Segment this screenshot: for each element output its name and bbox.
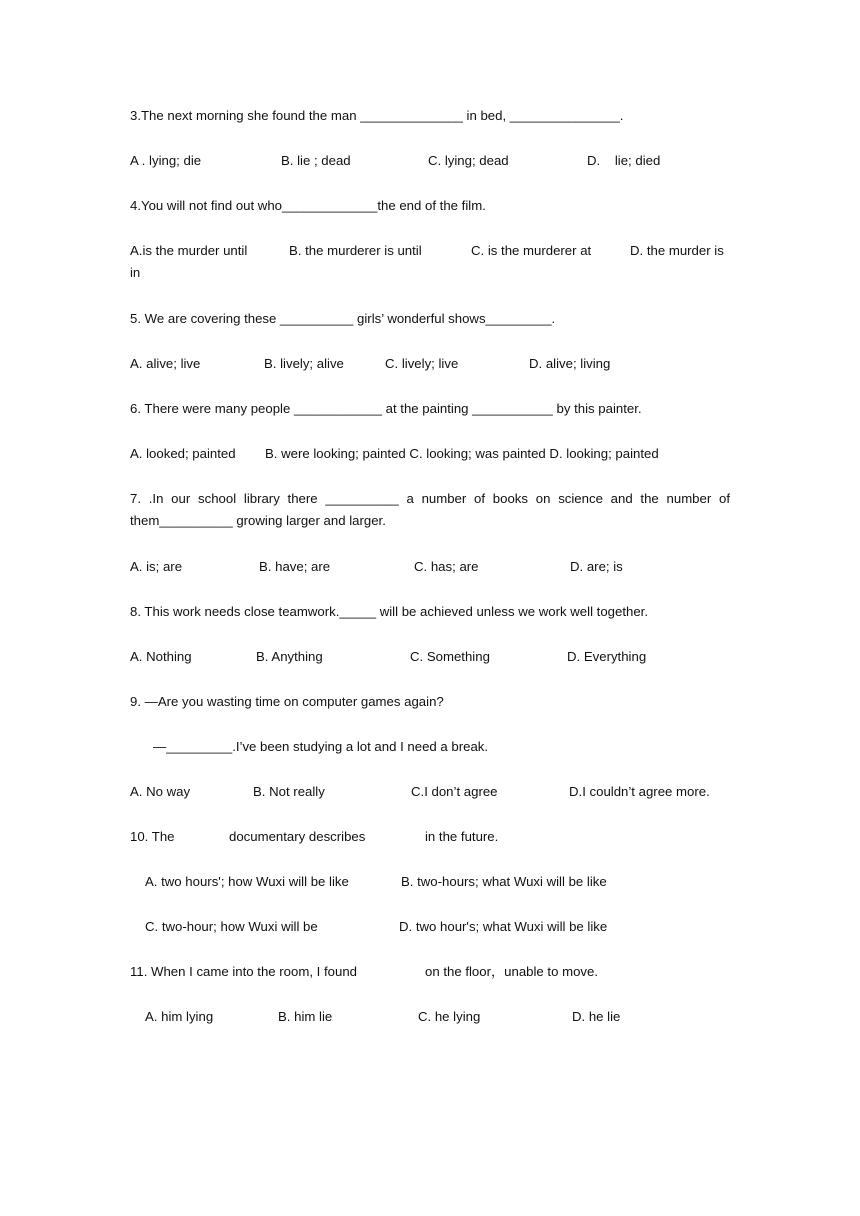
question-9-option-d: D.I couldn’t agree more. [569,784,710,799]
question-11-option-d: D. he lie [572,1009,621,1024]
question-5-option-b: B. lively; alive [264,356,344,371]
question-8-option-c: C. Something [410,649,490,664]
question-4-stem: 4.You will not find out who_____________the end of the film. [130,198,486,213]
question-7-option-b: B. have; are [259,559,331,574]
question-10-option-a: A. two hours'; how Wuxi will be like [145,874,349,889]
question-3-stem: 3.The next morning she found the man ______________ in bed, _______________. [130,108,624,123]
question-11-option-a: A. him lying [145,1009,214,1024]
question-9-reply: —_________.I’ve been studying a lot and I need a break. [153,739,489,754]
question-10-option-b: B. two-hours; what Wuxi will be like [401,874,607,889]
question-7-option-a: A. is; are [130,559,183,574]
question-5-option-d: D. alive; living [529,356,611,371]
question-4-option-a: A.is the murder until [130,243,248,258]
question-9-option-c: C.I don’t agree [411,784,498,799]
question-11-stem-part1: 11. When I came into the room, I found [130,964,357,979]
question-3-option-a: A . lying; die [130,153,202,168]
question-7-stem-line2: them__________ growing larger and larger. [130,513,386,528]
question-6-option-a: A. looked; painted [130,446,236,461]
question-5-stem: 5. We are covering these __________ girls’ wonderful shows_________. [130,311,556,326]
question-8-option-d: D. Everything [567,649,647,664]
question-4-option-d: D. the murder is [630,243,724,258]
question-9-stem: 9. —Are you wasting time on computer games again? [130,694,444,709]
question-11-option-c: C. he lying [418,1009,481,1024]
question-6-options-bcd: B. were looking; painted C. looking; was painted D. looking; painted [265,446,659,461]
question-7-stem-line1: 7. .In our school library there __________ a number of books on science and the number of [130,491,730,506]
question-10-option-c: C. two-hour; how Wuxi will be [145,919,318,934]
question-8-option-b: B. Anything [256,649,323,664]
question-11-stem-part2: on the floor，unable to move. [425,964,599,979]
question-7-option-c: C. has; are [414,559,479,574]
question-10-option-d: D. two hour's; what Wuxi will be like [399,919,608,934]
question-10-stem-part3: in the future. [425,829,499,844]
question-10-stem-part2: documentary describes [229,829,366,844]
question-3-option-c: C. lying; dead [428,153,509,168]
question-3-option-d: D. lie; died [587,153,661,168]
question-8-stem: 8. This work needs close teamwork._____ will be achieved unless we work well together. [130,604,648,619]
question-11-option-b: B. him lie [278,1009,333,1024]
question-10-stem-part1: 10. The [130,829,175,844]
question-5-option-c: C. lively; live [385,356,459,371]
question-4-option-c: C. is the murderer at [471,243,592,258]
question-3-option-b: B. lie ; dead [281,153,351,168]
question-8-option-a: A. Nothing [130,649,192,664]
question-9-option-a: A. No way [130,784,191,799]
question-4-option-b: B. the murderer is until [289,243,422,258]
question-5-option-a: A. alive; live [130,356,201,371]
question-9-option-b: B. Not really [253,784,325,799]
question-4-option-d-wrap: in [130,265,141,280]
question-7-option-d: D. are; is [570,559,623,574]
question-6-stem: 6. There were many people ____________ at the painting ___________ by this painter. [130,401,642,416]
